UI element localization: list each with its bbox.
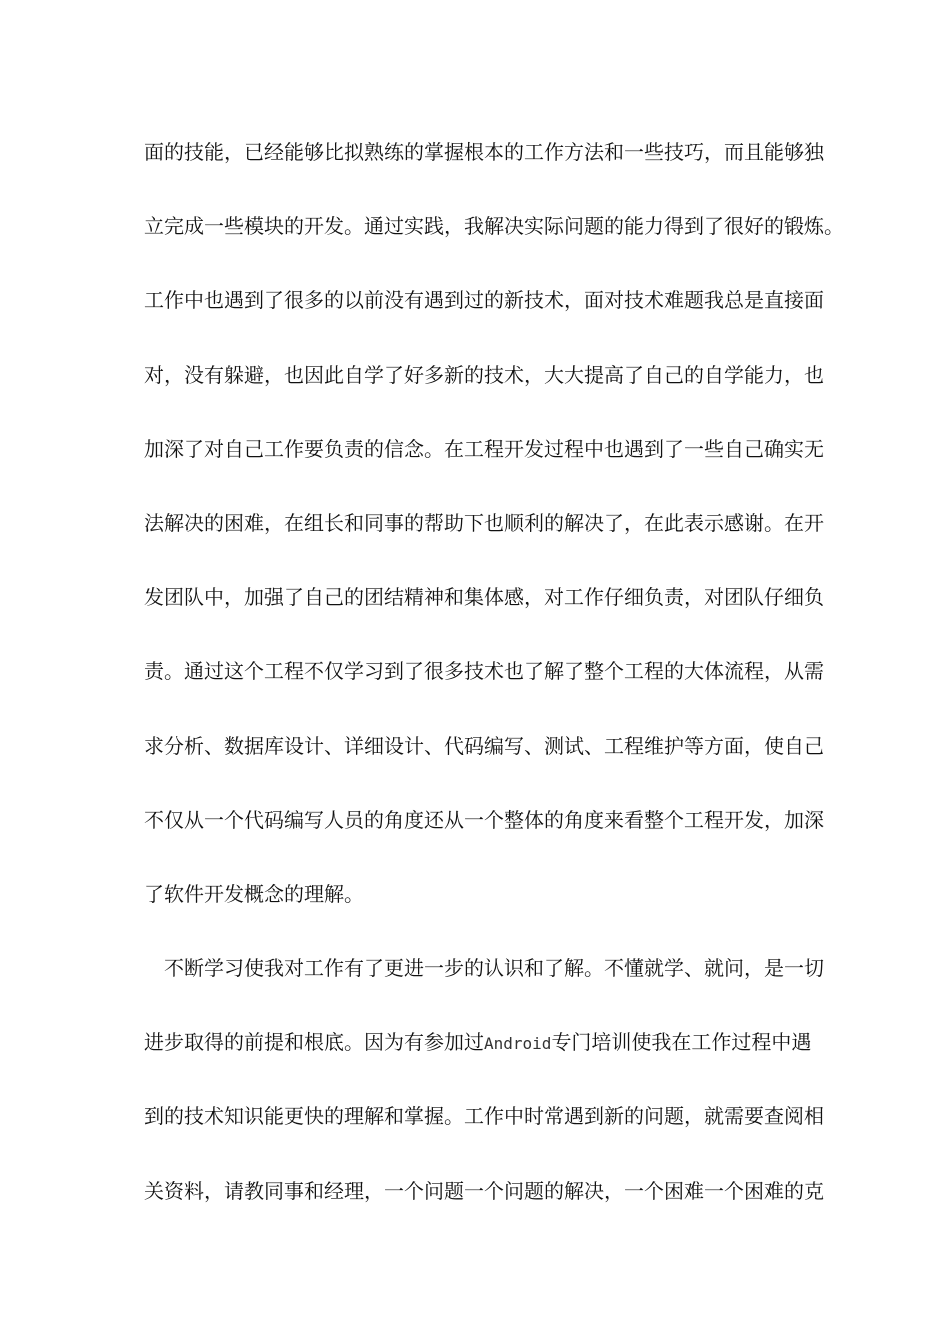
text-segment: 专门培训使我在工作过程中遇 — [551, 1030, 812, 1055]
document-body — [144, 130, 844, 1243]
text-line — [144, 1020, 812, 1094]
android-term: Android — [484, 1034, 552, 1054]
text-line: 立完成一些模块的开发。通过实践，我解决实际问题的能力得到了很好的锻炼。 — [144, 214, 844, 239]
text-segment: 进步取得的前提和根底。因为有参加过 — [144, 1030, 484, 1055]
text-line: 到的技术知识能更快的理解和掌握。工作中时常遇到新的问题，就需要查阅相 — [144, 1104, 824, 1129]
text-line: 关资料，请教同事和经理，一个问题一个问题的解决，一个困难一个困难的克 — [144, 1178, 824, 1203]
text-line: 加深了对自己工作要负责的信念。在工程开发过程中也遇到了一些自己确实无 — [144, 436, 824, 461]
text-line: 法解决的困难，在组长和同事的帮助下也顺利的解决了，在此表示感谢。在开 — [144, 510, 824, 535]
paragraph-2 — [144, 946, 824, 1243]
text-line: 了软件开发概念的理解。 — [144, 881, 364, 906]
text-line: 发团队中，加强了自己的团结精神和集体感，对工作仔细负责，对团队仔细负 — [144, 585, 824, 610]
text-line: 不仅从一个代码编写人员的角度还从一个整体的角度来看整个工程开发，加深 — [144, 807, 824, 832]
text-line: 责。通过这个工程不仅学习到了很多技术也了解了整个工程的大体流程，从需 — [144, 659, 824, 684]
text-line: 求分析、数据库设计、详细设计、代码编写、测试、工程维护等方面，使自己 — [144, 733, 824, 758]
text-line: 不断学习使我对工作有了更进一步的认识和了解。不懂就学、就问，是一切 — [164, 956, 824, 981]
text-line: 对，没有躲避，也因此自学了好多新的技术，大大提高了自己的自学能力，也 — [144, 362, 824, 387]
paragraph-1 — [144, 130, 844, 946]
text-line: 面的技能，已经能够比拟熟练的掌握根本的工作方法和一些技巧，而且能够独 — [144, 140, 824, 164]
text-line: 工作中也遇到了很多的以前没有遇到过的新技术，面对技术难题我总是直接面 — [144, 288, 824, 313]
